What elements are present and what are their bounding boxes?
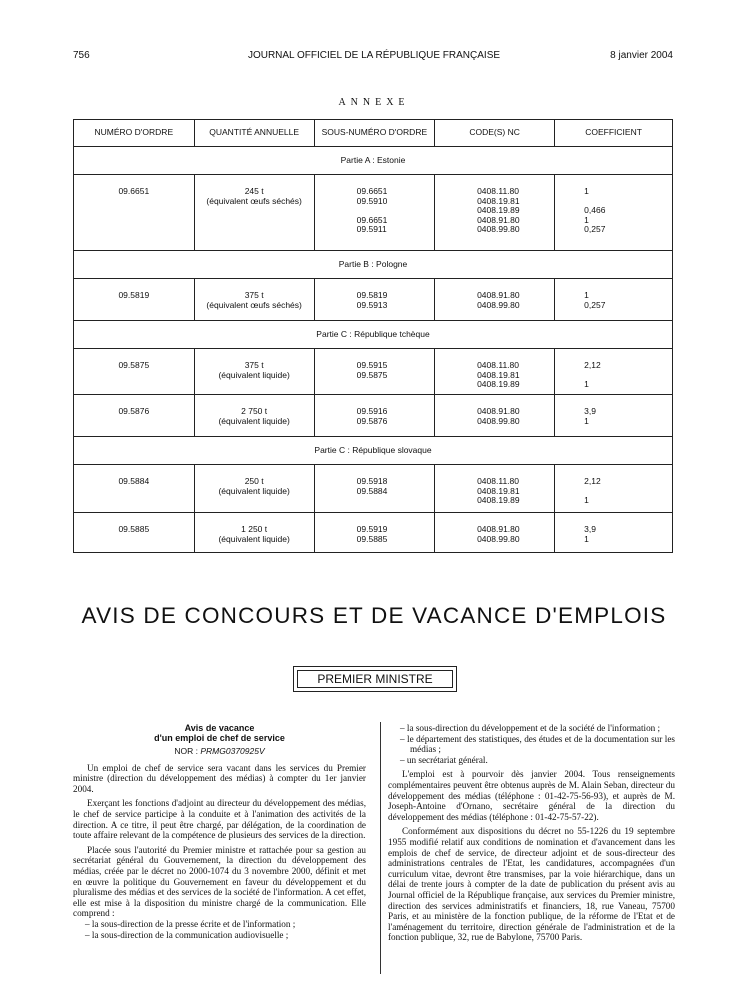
ministry-heading: PREMIER MINISTRE (297, 670, 453, 688)
column-header-sous-numero: SOUS-NUMÉRO D'ORDRE (314, 120, 434, 147)
cell-numero (74, 349, 195, 395)
table-row (74, 279, 673, 321)
column-divider (380, 722, 381, 974)
cell-text: 0,257 (584, 299, 606, 310)
cell-text: 0,466 (584, 205, 606, 215)
cell-quantite (194, 513, 314, 553)
list-item: – un secrétariat général. (400, 754, 488, 765)
paragraph: Un emploi de chef de service sera vacant dans les services du Premier ministre (direction du développement des médias) à compter du 1er janvier 2004. (73, 762, 366, 794)
cell-quantite (194, 279, 314, 321)
right-column (388, 723, 675, 943)
cell-text: (équivalent liquide) (218, 533, 290, 544)
cell-text: 0408.99.80 (477, 533, 520, 544)
cell-text: 0408.19.81 (477, 195, 520, 206)
table-header-row (74, 120, 673, 147)
cell-quantite (194, 395, 314, 437)
cell-text: 0408.91.80 (477, 524, 520, 534)
cell-text: 09.5884 (356, 485, 388, 496)
cell-text: 09.5876 (356, 415, 388, 426)
cell-quantite (194, 465, 314, 513)
cell-text: 09.5910 (356, 195, 388, 206)
cell-text: 0408.91.80 (477, 406, 520, 416)
cell-text: 09.5819 (356, 290, 388, 300)
cell-sous-numero (314, 513, 434, 553)
cell-text: 0408.11.80 (477, 476, 519, 486)
cell-coefficient (555, 349, 673, 395)
cell-codes-nc (435, 395, 555, 437)
cell-numero (74, 513, 195, 553)
notice-title-line1: Avis de vacance (184, 723, 255, 733)
cell-text: 250 t (244, 476, 264, 486)
cell-text: 0408.99.80 (477, 224, 520, 234)
cell-text (555, 487, 672, 497)
paragraph: Conformément aux dispositions du décret no 55-1226 du 19 septembre 1955 modifié relatif aux conditions de nomination et d'avancement dans les emplois de chef de service, de directeur adjoint et de sous-directeur des administrations centrales de l'Etat, les candidatures, accompagnées d'un curriculum vitae, devront être transmises, par la voie hiérarchique, dans un délai de trente jours à compter de la date de publication du présent avis au Journal officiel de la République française, aux services du Premier ministre, direction des services administratifs et financiers, 18, rue Vaneau, 75700 Paris, et au ministère de la fonction publique, de la réforme de l'Etat et de l'aménagement du territoire, direction générale de l'administration et de la fonction publique, 32, rue de Babylone, 75700 Paris. (388, 826, 675, 943)
annexe-title: ANNEXE (338, 97, 410, 108)
cell-text: 0408.19.89 (477, 205, 520, 215)
cell-sous-numero (314, 175, 434, 251)
cell-text: (équivalent liquide) (218, 369, 290, 380)
cell-text: 0408.11.80 (477, 186, 519, 196)
nor-code: PRMG0370925V (200, 746, 265, 756)
annexe-table (73, 119, 673, 553)
cell-text: 2,12 (584, 476, 601, 486)
cell-text: 0408.91.80 (477, 214, 520, 225)
column-header-quantite: QUANTITÉ ANNUELLE (194, 120, 314, 147)
cell-text: 09.5884 (118, 476, 150, 486)
cell-text: 0408.19.89 (477, 495, 520, 505)
column-header-numero: NUMÉRO D'ORDRE (74, 120, 195, 147)
cell-text: 0408.19.81 (477, 369, 520, 380)
list-item: – le département des statistiques, des études et de la documentation sur les médias ; (400, 733, 675, 755)
list-item: – la sous-direction de la presse écrite et de l'information ; (85, 918, 296, 929)
cell-sous-numero (314, 465, 434, 513)
cell-quantite (194, 175, 314, 251)
cell-sous-numero (314, 279, 434, 321)
cell-codes-nc (435, 279, 555, 321)
cell-coefficient (555, 395, 673, 437)
part-row (74, 437, 673, 465)
cell-text (555, 197, 672, 207)
cell-text: 09.6651 (118, 186, 150, 196)
cell-text: 1 (584, 379, 589, 389)
cell-text: 1 250 t (241, 524, 268, 534)
cell-text: 1 (584, 214, 589, 225)
cell-text: 09.5911 (356, 224, 387, 234)
journal-title: JOURNAL OFFICIEL DE LA RÉPUBLIQUE FRANÇAISE (247, 50, 501, 61)
notice-title-line2: d'un emploi de chef de service (154, 733, 285, 743)
cell-numero (74, 175, 195, 251)
table-row (74, 513, 673, 553)
cell-codes-nc (435, 513, 555, 553)
page-number: 756 (73, 50, 90, 61)
cell-text: 375 t (244, 290, 264, 300)
cell-text: 0408.99.80 (477, 299, 520, 310)
cell-text: 1 (584, 290, 589, 300)
left-column (73, 723, 366, 940)
issue-date: 8 janvier 2004 (610, 50, 673, 61)
cell-coefficient (555, 465, 673, 513)
part-row (74, 321, 673, 349)
cell-numero (74, 395, 195, 437)
paragraph: Exerçant les fonctions d'adjoint au directeur du développement des médias, le chef de service participe à la conduite et à l'animation des activités de la direction. A ce titre, il peut être chargé, par délégation, de la coordination de toute affaire relevant de la compétence de plusieurs des services de la direction. (73, 798, 366, 841)
cell-numero (74, 465, 195, 513)
table-row (74, 395, 673, 437)
cell-text: 3,9 (584, 524, 596, 534)
section-title: AVIS DE CONCOURS ET DE VACANCE D'EMPLOIS (81, 603, 667, 628)
cell-text: 3,9 (584, 406, 596, 416)
cell-text: 09.5875 (118, 360, 150, 370)
list-item: – la sous-direction du développement et de la société de l'information ; (400, 723, 661, 733)
cell-coefficient (555, 513, 673, 553)
cell-text: 09.5916 (356, 406, 388, 416)
part-title: Partie A : Estonie (74, 147, 673, 175)
cell-codes-nc (435, 465, 555, 513)
table-row (74, 465, 673, 513)
column-header-coefficient: COEFFICIENT (555, 120, 673, 147)
paragraph: Placée sous l'autorité du Premier ministre et rattachée pour sa gestion au secrétariat général du Gouvernement, la direction du développement des médias, créée par le décret no 2000-1074 du 3 novembre 2000, définit et met en œuvre la politique du Gouvernement en faveur du développement et du pluralisme des médias et des services de la société de l'information. A cet effet, elle est mise à la disposition du ministre chargé de la communication. Elle comprend : (73, 844, 366, 919)
cell-text: 0408.91.80 (477, 290, 520, 300)
column-header-codes-nc: CODE(S) NC (435, 120, 555, 147)
cell-text: 0408.11.80 (477, 360, 519, 370)
nor-label: NOR : (174, 746, 198, 756)
cell-text: 09.5819 (118, 290, 150, 300)
cell-text: 09.5875 (356, 369, 388, 380)
cell-numero (74, 279, 195, 321)
cell-text (555, 371, 672, 381)
cell-text: 1 (584, 495, 589, 505)
part-row (74, 147, 673, 175)
cell-text: (équivalent œufs séchés) (206, 299, 302, 310)
cell-sous-numero (314, 395, 434, 437)
cell-sous-numero (314, 349, 434, 395)
cell-text: (équivalent liquide) (218, 485, 290, 496)
cell-text: 2,12 (584, 360, 601, 370)
cell-text: 0408.99.80 (477, 415, 520, 426)
cell-text: 09.6651 (356, 186, 388, 196)
part-row (74, 251, 673, 279)
cell-text: 09.6651 (356, 214, 388, 225)
table-row (74, 349, 673, 395)
cell-coefficient (555, 175, 673, 251)
cell-text: 0,257 (584, 224, 606, 234)
part-title: Partie C : République slovaque (74, 437, 673, 465)
nor-reference (73, 746, 366, 757)
cell-text: 1 (584, 533, 589, 544)
cell-codes-nc (435, 349, 555, 395)
cell-text: 375 t (244, 360, 264, 370)
paragraph: L'emploi est à pourvoir dès janvier 2004. Tous renseignements complémentaires peuvent être obtenus auprès de M. Alain Seban, directeur du développement des médias (téléphone : 01-42-75-56-93), et auprès de M. Joseph-Antoine d'Ornano, secrétaire général de la direction du développement des médias (téléphone : 01-42-75-57-22). (388, 769, 675, 822)
cell-text: 09.5885 (356, 533, 388, 544)
cell-text: 09.5876 (118, 406, 150, 416)
cell-text: 0408.19.89 (477, 379, 520, 389)
cell-text: 245 t (244, 186, 264, 196)
cell-text: 09.5915 (356, 360, 388, 370)
cell-quantite (194, 349, 314, 395)
cell-text: 09.5919 (356, 524, 388, 534)
cell-text: 09.5913 (356, 299, 388, 310)
cell-text: 1 (584, 186, 589, 196)
cell-codes-nc (435, 175, 555, 251)
cell-text: 0408.19.81 (477, 485, 520, 496)
cell-text: (équivalent œufs séchés) (206, 195, 302, 206)
cell-text: (équivalent liquide) (218, 415, 290, 426)
table-row (74, 175, 673, 251)
cell-text: 2 750 t (241, 406, 268, 416)
cell-text: 1 (584, 415, 589, 426)
part-title: Partie B : Pologne (74, 251, 673, 279)
cell-text: 09.5885 (118, 524, 150, 534)
part-title: Partie C : République tchèque (74, 321, 673, 349)
list-item: – la sous-direction de la communication audiovisuelle ; (85, 929, 289, 940)
cell-coefficient (555, 279, 673, 321)
cell-text: 09.5918 (356, 476, 388, 486)
